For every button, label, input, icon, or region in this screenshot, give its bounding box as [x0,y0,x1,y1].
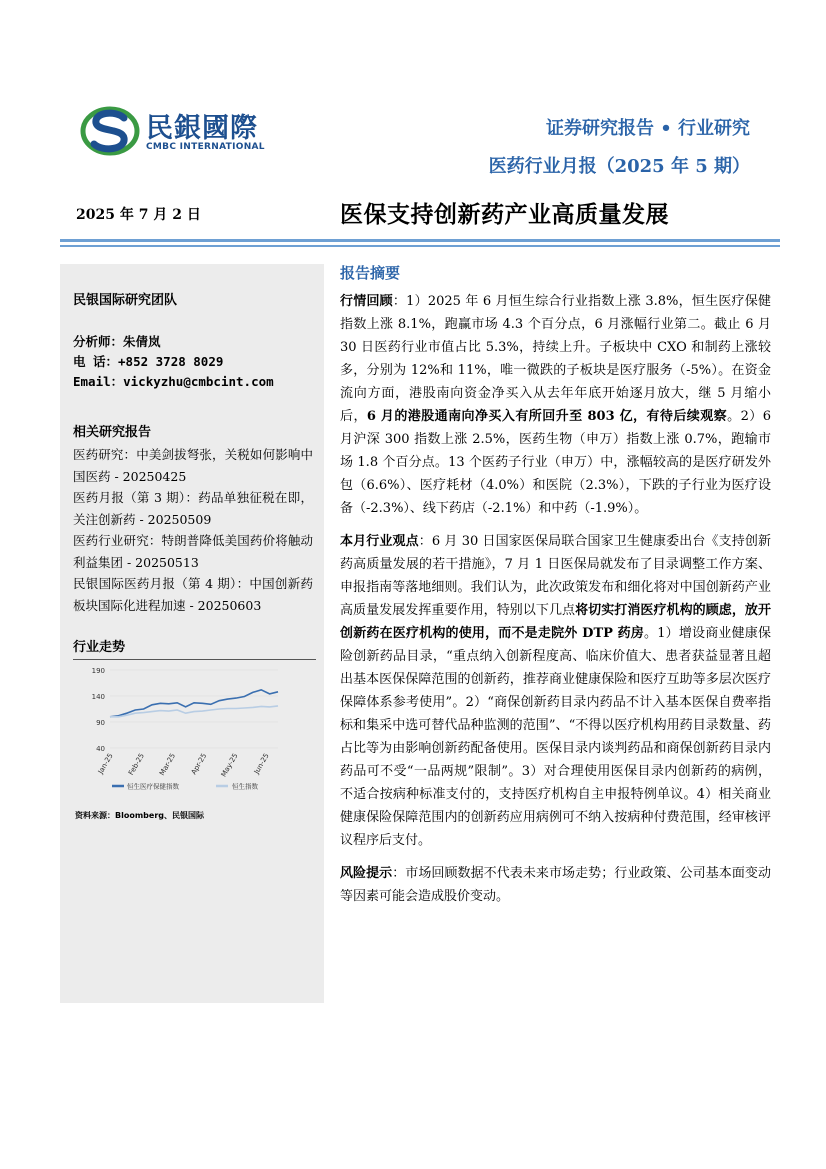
risk-paragraph [340,862,771,908]
y-tick-label: 140 [91,693,105,701]
x-tick-label: Apr-25 [189,752,209,777]
y-tick-label: 190 [91,667,105,675]
analyst-name: 分析师：朱倩岚 [73,334,161,349]
risk-text: ：市场回顾数据不代表未来市场走势；行业政策、公司基本面变动等因素可能会造成股价变动。 [340,866,771,904]
header-rule-top [60,239,780,242]
analyst-phone: 电 话：+852 3728 8029 [73,354,224,369]
related-report-item[interactable]: 民银国际医药月报（第 4 期）：中国创新药板块国际化进程加速 - 20250603 [73,576,313,613]
risk-lead: 风险提示 [340,866,393,881]
x-tick-label: Jan-25 [96,752,115,776]
related-reports-list [73,444,313,616]
market-review-highlight: 6 月的港股通南向净买入有所回升至 803 亿，有待后续观察 [366,409,728,424]
related-reports-heading: 相关研究报告 [73,425,152,440]
industry-trend-chart [60,660,324,802]
logo-name-cn: 民銀國際 [146,113,258,144]
logo-name-en: CMBC INTERNATIONAL [146,142,265,152]
research-team: 民银国际研究团队 [73,293,178,308]
industry-view-highlight: 将切实打消医疗机构的顾虑，放开创新药在医疗机构的使用，而不是走院外 DTP 药房 [340,603,771,641]
report-date: 2025 年 7 月 2 日 [76,207,201,223]
chart-source: 资料来源：Bloomberg、民银国际 [75,811,204,820]
industry-view-text-2: 。1）增设商业健康保险创新药品目录，“重点纳入创新程度高、临床价值大、患者获益显著且超出基本医保保障范围的创新药，推荐商业健康保险和医疗互助等多层次医疗保障体系参考使用”。2）“商保创新药目录内药品不计入基本医保自费率指标和集采中选可替代品种监测的范围”、“不得以医疗机构用药目录数量、药占比等为由影响创新药配备使用。医保目录内谈判药品和商保创新药目录内药品可不受“一品两规”限制”。3）对合理使用医保目录内创新药的病例，不适合按病种标准支付的，支持医疗机构自主申报特例单议。4）相关商业健康保险保障范围内的创新药应用病例可不纳入按病种付费范围，经审核评议程序后支付。 [340,626,771,848]
x-tick-label: Jun-25 [252,752,271,776]
market-review-text: ：1）2025 年 6 月恒生综合行业指数上涨 3.8%，恒生医疗保健指数上涨 8.1%，跑赢市场 4.3 个百分点，6 月涨幅行业第二。截止 6 月 30 日医药行业市值占比 5.3%，持续上升。子板块中 CXO 和制药上涨较多，分别为 12%和 11%，唯一微跌的子板块是医疗服务（-5%）。在资金流向方面，港股南向资金净买入从去年年底开始逐月放大，继 5 月缩小后， [340,294,771,424]
analyst-contact [73,332,274,392]
industry-view-paragraph [340,530,771,852]
industry-view-text: ：6 月 30 日国家医保局联合国家卫生健康委出台《支持创新药高质量发展的若干措施》，7 月 1 日医保局就发布了目录调整工作方案、申报指南等落地细则。我们认为，此次政策发布和细化将对中国创新药产业高质量发展发挥重要作用，特别以下几点 [340,534,771,618]
x-tick-label: May-25 [219,752,240,779]
report-summary [340,262,771,918]
x-tick-label: Feb-25 [127,752,146,777]
y-tick-label: 90 [96,719,105,727]
market-review-paragraph [340,290,771,520]
market-review-text-2: 。2）6 月沪深 300 指数上涨 2.5%，医药生物（申万）指数上涨 0.7%，跑输市场 1.8 个百分点。13 个医药子行业（申万）中，涨幅较高的是医疗研发外包（6.6%）、医疗耗材（4.0%）和医院（2.3%），下跌的子行业为医疗设备（-2.3%）、线下药店（-2.1%）和中药（-1.9%）。 [340,409,771,516]
header-rule-bottom [60,245,780,247]
related-report-item[interactable]: 医药月报（第 3 期）：药品单独征税在即，关注创新药 - 20250509 [73,490,313,527]
logo-mark-icon [80,104,140,158]
report-title: 医保支持创新药产业高质量发展 [340,201,669,228]
report-issue: 医药行业月报（2025 年 5 期） [488,156,750,177]
industry-trend-heading: 行业走势 [73,640,126,655]
x-tick-label: Mar-25 [158,752,178,777]
related-report-item[interactable]: 医药行业研究：特朗普降低美国药价将触动利益集团 - 20250513 [73,533,313,570]
y-tick-label: 40 [96,745,105,753]
legend-label: 恒生指数 [232,782,258,791]
sidebar [60,264,324,1003]
market-review-lead: 行情回顾 [340,294,393,309]
summary-heading: 报告摘要 [340,264,401,282]
analyst-email[interactable]: Email：vickyzhu@cmbcint.com [73,374,274,389]
industry-view-lead: 本月行业观点 [340,534,419,549]
report-type: 证券研究报告 • 行业研究 [545,118,750,139]
related-report-item[interactable]: 医药研究：中美剑拔弩张，关税如何影响中国医药 - 20250425 [73,447,313,484]
legend-label: 恒生医疗保健指数 [127,782,179,791]
series-line [110,706,278,717]
company-logo [80,104,290,160]
